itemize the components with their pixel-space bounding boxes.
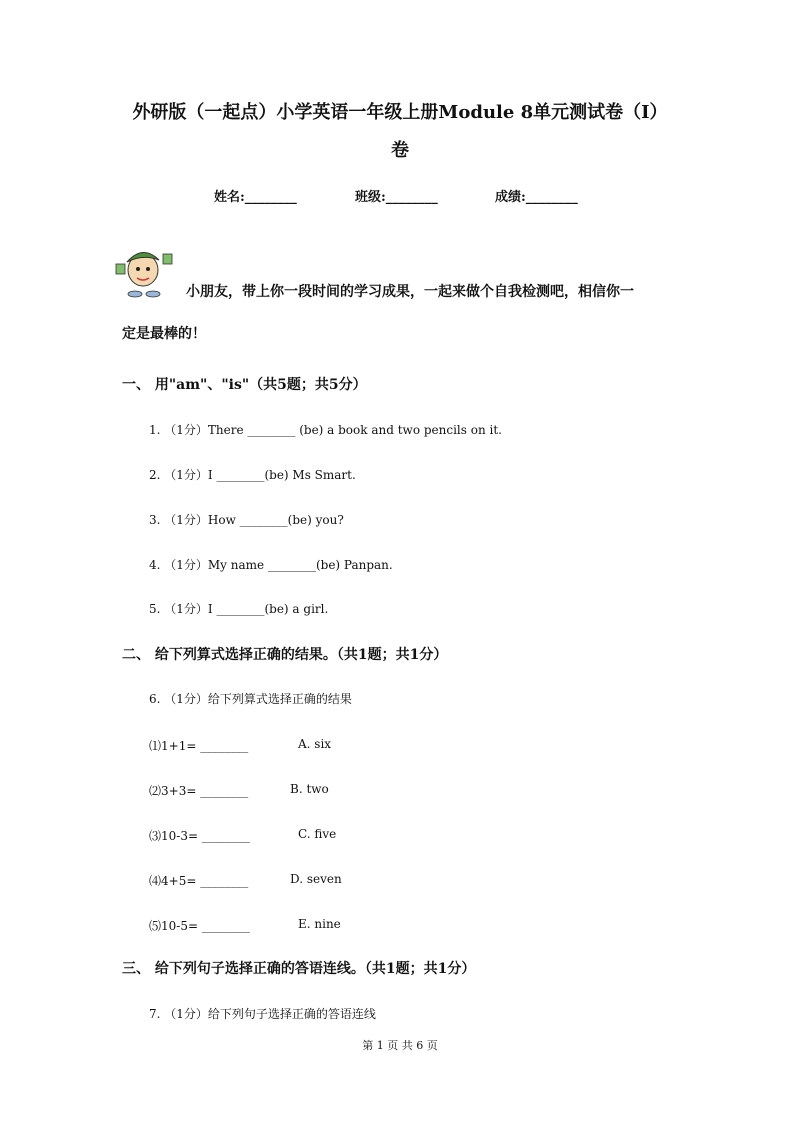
match-item-1-right: A. six [298, 737, 332, 751]
section2-heading: 二、 给下列算式选择正确的结果。（共1题；共1分） [122, 647, 448, 663]
question-4: 4. （1分）My name ________(be) Panpan. [149, 558, 393, 572]
match-item-1-left: ⑴1+1= ________ [149, 739, 249, 753]
question-2: 2. （1分）I ________(be) Ms Smart. [149, 468, 356, 482]
intro-line2: 定是最棒的！ [122, 326, 206, 342]
match-item-3-right: C. five [298, 827, 337, 841]
match-item-4-right: D. seven [290, 872, 342, 886]
doc-title-line2: 卷 [391, 140, 409, 161]
section3-heading: 三、 给下列句子选择正确的答语连线。（共1题；共1分） [122, 961, 476, 977]
section1-heading: 一、 用"am"、"is"（共5题；共5分） [122, 377, 367, 393]
mascot-icon [113, 242, 179, 300]
match-item-2-left: ⑵3+3= ________ [149, 784, 249, 798]
question-6: 6. （1分）给下列算式选择正确的结果 [149, 692, 352, 706]
score-field: 成绩:________ [495, 190, 578, 205]
question-1: 1. （1分）There ________ (be) a book and two pencils on it. [149, 423, 502, 437]
page-footer: 第 1 页 共 6 页 [362, 1039, 438, 1052]
match-item-5-left: ⑸10-5= ________ [149, 919, 250, 933]
match-item-2-right: B. two [290, 782, 329, 796]
doc-title-line1: 外研版（一起点）小学英语一年级上册Module 8单元测试卷（I） [132, 102, 668, 123]
question-3: 3. （1分）How ________(be) you? [149, 513, 344, 527]
intro-line1: 小朋友，带上你一段时间的学习成果，一起来做个自我检测吧，相信你一 [186, 284, 634, 300]
name-field: 姓名:________ [214, 190, 297, 205]
class-field: 班级:________ [355, 190, 438, 205]
question-5: 5. （1分）I ________(be) a girl. [149, 602, 329, 616]
question-7: 7. （1分）给下列句子选择正确的答语连线 [149, 1007, 376, 1021]
match-item-4-left: ⑷4+5= ________ [149, 874, 249, 888]
match-item-3-left: ⑶10-3= ________ [149, 829, 250, 843]
match-item-5-right: E. nine [298, 917, 341, 931]
